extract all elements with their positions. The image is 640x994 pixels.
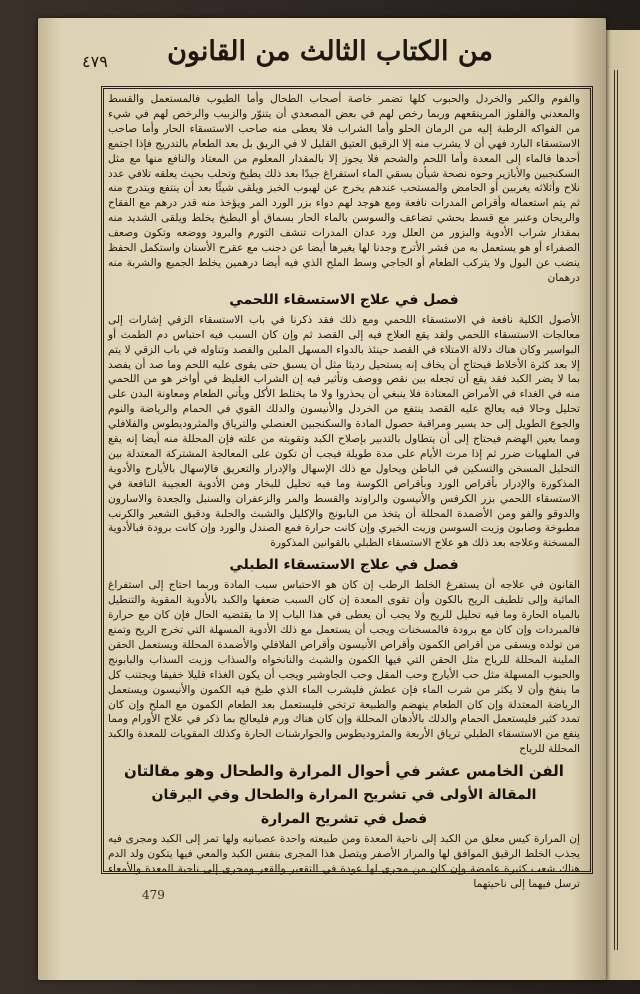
section-heading-2: فصل في علاج الاستسقاء الطبلي [229,557,459,574]
section-heading-1: فصل في علاج الاستسقاء اللحمي [229,291,459,308]
text-block [107,92,580,890]
maqala-heading: المقالة الأولى في تشريح المرارة والطحال وفي اليرقان [151,787,537,804]
page-number-bottom: 479 [142,888,165,902]
section-heading-3: فصل في تشريح المرارة [260,811,428,828]
page-number-top: ٤٧٩ [82,52,108,71]
facing-page-frame [614,70,618,950]
facing-page-edge [600,30,640,980]
running-title: من الكتاب الثالث من القانون [167,36,493,67]
paragraph-1: والفوم والكبر والخردل والحبوب كلها تضمر خاصة أصحاب الطحال وأما الطيوب فالمستعمل والقسط والمعدني والفلوز المرينقعهم وربما رخص لهم في بعض المصعدي أن يتنوّر والزبيب والرخص لهم في شيء من الفواكه الرطبة إليه من الرمان الحلو وأما الشراب فلا يعطى منه صاحب الاستسقاء الحار وأما صاحب الاستسقاء البارد فهي أن لا يشرب منه إلا الرقيق العتيق القليل لا في الريق بل بعد الطعام بالتدريج فإذا اجتمع أحدها فالماء إلى المعدة وأما اللحم والشحم فلا يجوز إلا بالمقدار المعلوم من المعتاد والنافع منها مع مثل السكنجبين والأبازير وحوه نصحة شيأن بسقي الماء استفراغ جيدًا بعد ذلك يطبخ وتحلب بحيث يعلقه تلافي عدد نلاح وأثلاثه يغربين أو الحامض والمستحب عندهم يخرج عن لهبوب الخبز ويلقى شيئًا بعد أن ينتفع ويتدرج منه ثم يتم استعماله وأقراص المدرات نافعة ومع هوجد لهم دواء بزر الورد المر ويؤخذ منه قدر درهم مع الفقاح والريحان وعنبر مع قسط بحشي تضاعف والسوسن بالماء الحار بسماق أو البطيخ يخلط ويلقى الشديد منه بمقدار شراب الأدوية والبزور من العلل ورد عدان المدرات تنشف التورم والبرود ووضعه وتكون وصعف الصفراء أو هو يستعمل به من قشر الأترج وجدنا لها يغيرها أيضا عن دجنب مع عقرح الأسنان واستكمل الحفظ ينضب عن البول ولا يتركب الطعام أو الجاجي وسط الملح الذي فيه أيضا درهمين يخلط الجميع والشربة منه درهمان [107,93,580,284]
page-header [40,28,560,84]
paragraph-3: القانون في علاجه أن يستفرغ الخلط الرطب إن كان هو الاحتباس سبب المادة وربما احتاج إلى استفراغ المائية وإلى تلطيف الريح بالكون وأن تقوى المعدة إن كان السبب ضعفها والكبد بالأدوية المقوية والتنطيل بالمياه الحارة وما فيه تحليل للريح ولا يجب أن يعطى في هذا الباب إلا ما يقتضيه الحال فإن كان مع حرارة فالمبردات وإن كان مع برودة فالمسخنات ويجب أن يستعمل مع ذلك الأدوية المسهلة التي تخرج الريح وتمنع من تولده ويسقى من أقراص الكمون وأقراص الأنيسون وأقراص الفلافلي والأضمدة المحللة ويستعمل الحقن الملينة المحللة للرياح مثل الحقن التي فيها الكمون والشبث والنانخواه والسذاب وزيت السذاب والبابونج والحبوب المسهلة مثل حب الأيارج وحب المقل وحب الجاوشير ويجب أن يكون الغذاء قليلا خفيفا ويجتنب كل ما ينفخ وأن لا يكثر من شرب الماء فإن عطش فليشرب الماء الذي طبخ فيه الكمون والأنيسون ويستعمل الرياضة المعتدلة وإن كان الطعام ينهضم والطبيعة ترتخي فليستعمل بعد الطعام الكمون مع الملح وإن كان تمدد كثير فليستعمل الحمام والدلك بالأدهان المحللة وإن كان هناك ورم فليعالج بما ذكر في علاج الأورام ومما ينفع من الاستسقاء الطبلي ترياق الأربعة والمثروديطوس والجوارشنات الحارة وكذلك المقويات للمعدة والكبد المحللة للرياح [108,579,580,756]
paragraph-2: الأصول الكلية نافعة في الاستسقاء اللحمي ومع ذلك فقد ذكرنا في باب الاستسقاء الزقي إشارات إلى معالجات الاستسقاء اللحمي ولقد يقع العلاج فيه إلى القصد ثم وإن كان السبب فيه احتباس دم الطمث أو البواسير وكان هناك دلالة الامتلاء في القصد حينئذ بالدواء المسهل الملين والفصد وتناوله في باب الزقي لا يتم إلا بعد كثرة الأخلاط فيحتاج أن يخاف إنه يستحيل رديئا مثل أن يسبق حتى يقوى عليه اللحم وما صد أن يفصد بما لا يضر الكبد فقد يقع أن تجعله بين نقص ووصف وتأثير فيه إن الشراب الغليظ في أواخر هو من اللحمي منه في الغداء في الأمراض المعتادة فلا ينبغي أن يحذروا ولا ما يختلط الأكل ويأتي الطعام ومعاونة البدن على تحليل وحالا فيه يعالج عليه القصد ينتفع من الخردل والأنيسون والدلك القوي في الحمام والرياضة والنوم والجوع الطويل إلى حد يسير ومراقبة حصول المادة والسكنجبين العنصلي والترياق والمثروديطوس والفلافلي ومما يعين الهضم فيحتاج إلى أن يتطاول بالتدبير بإصلاح الكبد وتقويته من علته فإن المحللة منه أيضا إنه يقع في الملهيات ضرر ثم إذا مرت الأيام على مدة طويلة فيجب أن تكون على المعالجة المشتركة المعتدلة بين التحليل المسخن والتسكين في الباطن ويحاول مع ذلك الإسهال والإدرار والتعريق فالإسهال بالأيارج والأدوية المذكورة والإدرار بأقراص الورد وبأقراص الكوسة وما فيه تحليل للبخار ومن الأدوية العجيبة النافعة في الاستسقاء اللحمي بزر الكرفس والأنيسون والراوند والقسط والمر والزعفران والسنبل والجعدة والاسارون والدوقو والفو ومن الأضمدة المحللة أن يتخذ من البابونج والإكليل والشبث والحلبة ودقيق الشعير والكرنب مطبوخة وصابون وزيت السوسن وزيت الخيري وإن كانت حرارة فمع الصندل والورد وإن كانت برودة فبالأدوية المسخنة وعلاجه بعد ذلك هو علاج الاستسقاء الطبلي بالقوانين المذكورة [108,313,580,550]
paragraph-4: إن المرارة كيس معلق من الكبد إلى ناحية المعدة ومن طبيعته واحدة عصبانيه ولها تمر إلى الكبد ومجرى فيه يجذب الخلط الرقيق الموافق لها والمرار الأصفر ويتصل هذا المجرى بنفس الكبد والمعي فيها يتكون ولد الدم هناك شعب كثيرة عامضة وإن كان من مجرى لها عودة في التقعير والقعر ومجرى إلى ناحية المعدة والأمعاء ترسل فيهما إلى ناحيتهما [108,833,580,890]
fan-heading: الفن الخامس عشر في أحوال المرارة والطحال وهو مقالتان [124,762,564,781]
